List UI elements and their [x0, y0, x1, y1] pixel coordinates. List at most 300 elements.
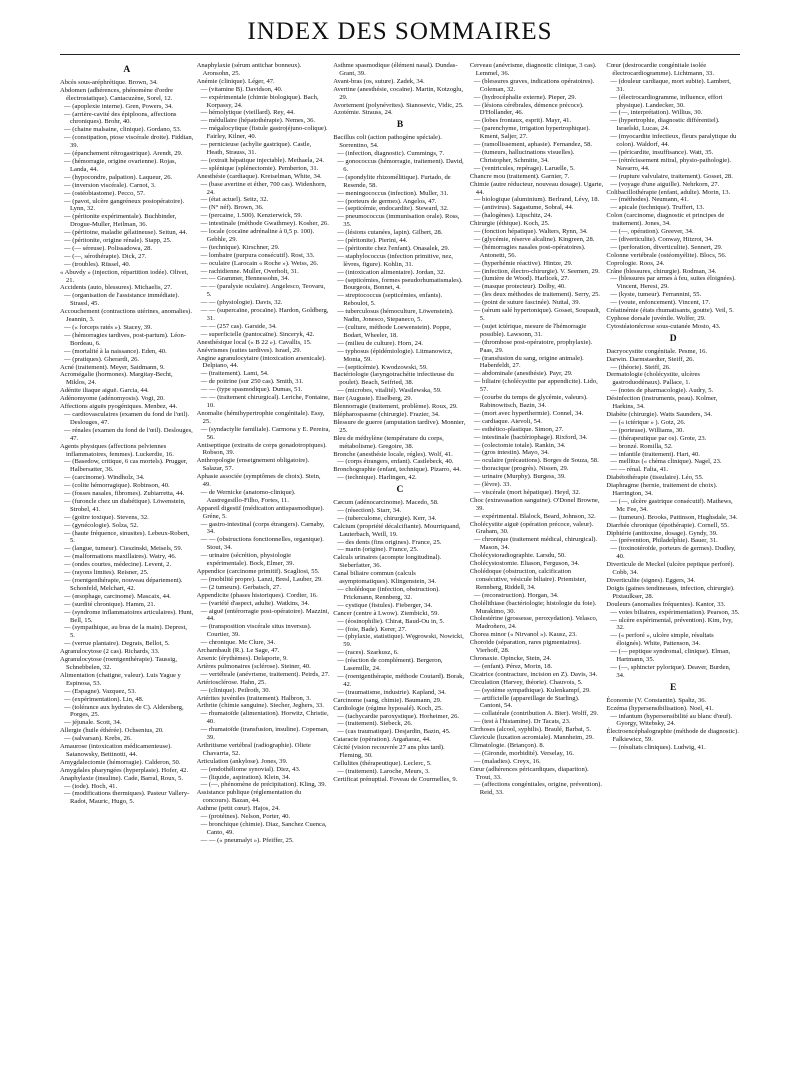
index-entry: Cholécystostomie. Eliason, Ferguson, 34. — [469, 560, 580, 568]
index-entry: — cystique (fistules). Fieberger, 34. — [337, 601, 433, 609]
index-entry: — (voute, enfoncement). Vincent, 17. — [610, 299, 711, 307]
index-entry: — (extrait hépatique injectable). Methaela, 24. — [200, 156, 324, 164]
index-entry: Diverticulite (signes). Eggers, 34. — [606, 577, 696, 584]
index-entry: — (—, phénomène de précipitation). Kling, 39. — [200, 781, 327, 789]
index-entry: — mellitus (« chéma clinique). Nagel, 23. — [610, 458, 722, 466]
index-entry: — (traumatisme, industrie). Kapland, 34. — [337, 688, 446, 696]
index-entry: Appareil digestif (médication antispasmodique). Gréne, 5. — [196, 504, 325, 520]
index-entry: — (halogènes). Lipschitz, 24. — [473, 212, 553, 220]
index-entry: Allergie (huile éthérée). Ochsenius, 20. — [60, 727, 164, 735]
index-entry: — (infection, diagnostic). Cummings, 7. — [337, 150, 445, 158]
index-entry: — infantile (traitement). Hart, 40. — [610, 450, 700, 458]
index-entry: Carcinome (sang, chimie). Baumann, 29. — [333, 696, 442, 704]
index-entry: — (reconstruction). Horgan, 34. — [473, 591, 559, 599]
index-entry: — (porteuse). Williams, 30. — [610, 426, 684, 434]
index-entry: Dermatologie (cholécystite, ulcères gastroduodénaux). Pallace, 1. — [606, 371, 700, 387]
index-entry: Anthropologie (enseignement obligatoire). Salazar, 57. — [196, 457, 310, 473]
section-letter: C — [396, 485, 404, 496]
index-entry: — (liquide, aspiration). Klein, 34. — [200, 773, 291, 781]
index-entry: Blépharospasme (chirurgie). Frazier, 34. — [333, 410, 440, 418]
index-entry: — (maladies). Creyx, 16. — [473, 757, 541, 765]
index-entry: — (langue, tumeur). Cieszinski, Meisels, 59. — [64, 545, 183, 553]
index-entry: Asthme spasmodique (élément nasal). Dundas-Grant, 39. — [333, 62, 458, 77]
index-entry: — (hémorragies tardives, post-partum). Léon-Bordeau, 6. — [64, 331, 186, 347]
index-entry: Bier (Auguste). Eiselberg, 29. — [333, 395, 413, 403]
index-entry: Certificat prénuptial. Foveau de Courmelles, 9. — [333, 775, 458, 783]
index-entry: — (arrière-cavité des épiploons, affections chroniques). Brohr, 40. — [64, 110, 177, 126]
index-entry: Anaphylaxie (insuline). Cade, Barral, Roux, 5. — [60, 774, 184, 782]
index-entry: — (sérum salé hypertonique). Gosset, Soupault, 5. — [473, 307, 601, 322]
index-entry: Calculs urinaires (acompte longitudinal). Sieberfatter, 36. — [333, 554, 442, 570]
index-entry: — (péritonite, origine rénale). Stapp, 25. — [64, 237, 172, 245]
index-entry: — (résection). Starr, 34. — [337, 506, 402, 514]
index-column — [470, 62, 604, 1072]
index-entry: — locale (cocaïne adrénaline à 0,5 p. 100). Gebhle, 29. — [200, 228, 315, 243]
index-entry: — biologique (aluminium). Berlrand, Lévy, 18. — [473, 196, 600, 204]
index-entry: — (apoplexie interne). Gren, Powers, 34. — [64, 102, 173, 110]
index-entry: — (vitamine B). Davidson, 40. — [200, 85, 283, 93]
index-entry: Angine agranulocytaire (intoxication arsenicale). Delpiano, 44. — [196, 354, 326, 370]
index-entry: — (ventricules, repérage). Laruelle, 5. — [473, 164, 575, 172]
index-entry: — (mort avec hyperthermie). Connel, 34. — [473, 409, 584, 417]
index-entry: — streptococcus (septicémies, enfants). Reboulot, 5. — [337, 292, 443, 308]
index-entry: Anaphylaxie (sérum antichar bonneux). Aronsohn, 25. — [196, 62, 302, 77]
index-entry: Avant-bras (os, suture). Zadek, 34. — [333, 77, 425, 85]
index-entry: — (péritoine, maladie gélatineuse). Seitun, 44. — [64, 229, 188, 237]
section-letter: A — [123, 65, 131, 75]
section-letter: B — [396, 120, 404, 131]
index-entry: Cholécystoradiographie. Larsdu, 50. — [469, 552, 566, 560]
index-entry: — (foie, Bade). Kerer, 27. — [337, 625, 407, 633]
index-entry: — (N° néf). Brown, 36. — [200, 204, 264, 212]
index-entry: Canal biliaire commun (calculs asymptomatiques). Klingenstein, 34. — [333, 570, 437, 586]
index-entry: — (modifications thermiques). Pasteur Vallery-Radot, Mauric, Hugo, 5. — [64, 790, 190, 806]
index-entry: — (sujet ictérique, mesure de l'hémorragie possible). Lawsonn, 31. — [473, 322, 587, 338]
index-entry: — urinaire (Murphy). Burgess, 39. — [473, 473, 566, 481]
index-entry: — (lésions cérébrales, démence précoce). D'Hollander, 46. — [473, 101, 584, 117]
index-entry: — (hyperhémie réactive). Hintze, 29. — [473, 259, 573, 267]
index-entry: Anesthésique local (« B 22 »). Cavallis, 15. — [196, 338, 312, 346]
index-entry: Agranulocytose (roentgenthérapie). Taussig, Schnebbelen, 32. — [60, 656, 177, 671]
index-entry: — (microbes, vitalité). Wasilewska, 59. — [337, 387, 442, 395]
index-entry: — aiguë (entérorragie post-opératoire). Mazzini, 44. — [200, 607, 330, 623]
index-entry: — intestinale (bactériophage). Rixford, 34. — [473, 433, 588, 441]
index-entry: — (corps étrangers, enfant). Castlebeck, 40. — [337, 458, 454, 466]
index-entry: — (base avertine et éther, 700 cas). Widenhorn, 24. — [200, 180, 327, 196]
index-entry: — (salvarsan). Krebs, 26. — [64, 735, 132, 743]
index-entry: — (iode). Hoch, 41. — [64, 782, 118, 790]
index-entry: — staphylococcus (infection primitive, nez, lèvres, figure). Kohlin, 31. — [337, 252, 453, 268]
index-entry: Clavicule (luxation acromiale). Mannheim, 29. — [469, 734, 594, 742]
index-entry: — (—, sérothérapie). Dick, 27. — [64, 252, 147, 260]
index-entry: Bleu de méthylène (température du corps, métabolisme). Gregoire, 38. — [333, 434, 444, 450]
index-entry: — (péritonite chez l'enfant). Onasalek, 29. — [337, 244, 450, 252]
index-entry: — vertébrale (anévrisme, traitement). Peirds, 27. — [200, 670, 330, 678]
index-entry: Chorea minor (« Nirvanol »). Kausz, 23. — [469, 631, 577, 639]
index-entry: — (constipation, ptose viscérale droite). Fiddian, 39. — [64, 134, 194, 150]
index-entry: — (hydrocéphalie externe). Pieper, 29. — [473, 93, 577, 101]
index-entry: — (péricardite, insuffisance). Watt, 35. — [610, 148, 714, 156]
index-entry: Abdomen (adhérences, phénomène d'ordre électrostatique). Cantacuzène, Sorel, 12. — [60, 86, 173, 102]
index-entry: — — (supercaïne, procaïne). Hardon, Goldberg, 31. — [200, 307, 329, 322]
index-entry: — (gros intestin). Mayo, 34. — [473, 449, 550, 457]
index-entry: — esthético-plastique. Simon, 27. — [473, 425, 564, 433]
index-entry: — voies biliaires, expérimentation). Pearson, 35. — [610, 608, 740, 616]
index-entry: Eczéma (hypersensibilisation). Noel, 41. — [606, 704, 714, 712]
index-entry: — — (physiologie). Davis, 32. — [200, 299, 283, 307]
index-entry: — (protéines). Nelson, Porter, 40. — [200, 813, 291, 821]
index-entry: — (masque protecteur). Dolby, 40. — [473, 283, 566, 291]
index-entry: — (expérimentation). Lin, 48. — [64, 695, 144, 703]
index-entry: Calcium (propriété décalcifiante). Mourriquand, Lauterbach, Weill, 19. — [333, 522, 461, 538]
index-entry: Blessure de guerre (amputation tardive). Monnier, 25. — [333, 418, 466, 434]
index-entry: — (rupture valvulaire, traitement). Gosset, 28. — [610, 172, 733, 180]
index-entry: Cicatrice (contracture, incision en Z). Davis, 34. — [469, 670, 598, 678]
index-entry: — meningococcus (infection). Muller, 31. — [337, 189, 449, 197]
index-entry: — (affections congénitales, origine, prévention). Reid, 33. — [473, 781, 603, 797]
index-entry: Artériosclérose. Hahn, 25. — [196, 678, 266, 686]
index-entry: — splénique (splénectomie). Pemberton, 31. — [200, 164, 319, 172]
index-column — [60, 62, 194, 1072]
index-entry: — (blessures graves, indications opératoires). Coleman, 32. — [473, 77, 595, 93]
index-entry: Douleurs (anomalies fréquentes). Kantor, 33. — [606, 600, 726, 608]
index-entry: — (tolérance aux hydrates de C). Aldersberg, Porges, 25. — [64, 703, 184, 719]
index-entry: — (2 tumeurs). Gerbatsch, 27. — [200, 583, 281, 591]
index-entry: Cancer (centre à Lwow). Ziembicki, 59. — [333, 609, 440, 617]
index-entry: — (toxinotéroïde, porteurs de germes). Dudley, 40. — [610, 545, 736, 561]
index-entry: Cellulites (thérapeutique). Leclerc, 5. — [333, 759, 432, 767]
index-entry: Darwin. Darmstaedter, Steiff, 26. — [606, 355, 695, 363]
index-entry: — (antivirus). Sagastume, Sobral, 44. — [473, 204, 574, 212]
index-entry: — — (paralysie oculaire). Angelesco, Teovaru, 5. — [200, 283, 326, 299]
index-entry: Cæcum (adénocarcinome). Macedo, 58. — [333, 499, 439, 507]
index-entry: — (furoncle chez un diabétique). Löwenstein, Strobel, 41. — [64, 497, 186, 513]
index-entry: — (cas traumatique). Desjardin, Bazin, 45. — [337, 728, 451, 736]
index-entry: — gonococcus (hémorragie, traitement). David, 6. — [337, 157, 464, 173]
index-entry: — collatérale (contribution A. Bier). Wolff, 29. — [473, 710, 599, 718]
index-entry: Colonne vertébrale (ostéomyélite). Blocs, 56. — [606, 251, 727, 259]
index-entry: Amaurose (intoxication médicamenteuse). Satanowsky, Bettinotti, 44. — [60, 743, 172, 758]
index-entry: — (— séreuse). Polissadowa, 28. — [64, 244, 153, 252]
index-entry: Agents physiques (affections pelviennes inflammatoires, femmes). Luckerdie, 16. — [60, 442, 174, 458]
index-entry: — (hémorragie, origine ovarienne). Rojas, Landa, 44. — [64, 157, 177, 173]
index-column — [606, 62, 740, 1072]
index-entry: — cholédoque (infection, obstruction). Frickmann, Rennberg, 32. — [337, 586, 440, 601]
index-entry: — (lèvre). 33. — [473, 481, 512, 489]
index-entry: — médullaire (hépatothérapie). Nemes, 36. — [200, 117, 316, 125]
index-entry: Coprologie. Roos, 24. — [606, 259, 665, 267]
index-entry: — bronchique (chimie). Diaz, Sanchez Cuenca, Canto, 49. — [200, 821, 327, 836]
index-entry: — (perforation, diverticulite). Sennert, 29. — [610, 243, 723, 251]
index-entry: — (goitre toxique). Stevens, 32. — [64, 513, 149, 521]
index-entry: — (porteurs de germes). Angelos, 47. — [337, 197, 437, 205]
index-entry: — (notes de pharmacologie). Audry, 5. — [610, 387, 714, 395]
index-entry: — (transposition viscérale situs inversus). Courtier, 39. — [200, 623, 312, 639]
index-entry: — (thérapeutique par os). Grote, 23. — [610, 434, 707, 442]
index-entry: — (ramollissement, aphasie). Fernandez, 58. — [473, 141, 593, 149]
index-entry: — expérimentale (chimie biologique). Bach, Korpassy, 24. — [200, 93, 319, 109]
index-entry: — chronique. Mc Clure, 34. — [200, 639, 276, 647]
index-entry: — (syndactylie familiale). Carmona y E. Pereira, 56. — [200, 425, 331, 441]
index-entry: — (gynécologie). Solza, 52. — [64, 521, 139, 529]
index-entry: Assistance publique (réglementation du concours). Bazan, 44. — [196, 789, 302, 805]
index-entry: — (théorie). Steiff, 26. — [610, 363, 671, 371]
index-entry: — (« forceps ratés »). Stacey, 39. — [64, 324, 153, 331]
index-entry: — (électrocardiogramme, influence, effort physique). Landecker, 30. — [610, 93, 723, 109]
index-entry: — (glycémie, réserve alcaline). Kingreen, 28. — [473, 235, 595, 243]
index-entry: Diphtérie (antitoxine, dosage). Gyndy, 39. — [606, 529, 718, 537]
index-entry: — — (obstructions fonctionnelles, organique). Stout, 34. — [200, 536, 324, 552]
index-entry: — (tumeurs). Brooks, Pattinson, Hughsdale, 34. — [610, 513, 738, 521]
index-entry: — (« perforé », ulcère simple, résultats éloignés). White, Pattenson, 34. — [610, 632, 714, 648]
index-entry: — (les deux méthodes de traitement). Serry, 25. — [473, 291, 601, 299]
index-entry: Amygdales pharyngées (hyperplasie). Hofer, 42. — [60, 766, 189, 774]
index-entry: — — (« pneumalyt »). Pfeiffer, 25. — [200, 836, 294, 844]
index-entry: — (fosses nasales, fibromes). Zubiarretta, 44. — [64, 490, 185, 498]
index-entry: — de poitrine (sur 250 cas). Smith, 31. — [200, 378, 304, 386]
index-entry: — (technique). Harlingen, 42. — [337, 474, 417, 482]
index-entry: — (thrombose post-opératoire, prophylaxie). Paas, 29. — [473, 338, 593, 354]
index-entry: — apicale (technique). Truffert, 13. — [610, 204, 705, 212]
index-entry: — — (type spasmodique). Dumas, 51. — [200, 386, 303, 394]
index-entry: — — (257 cas). Garside, 34. — [200, 322, 277, 330]
index-entry: — rénales (examen du fond de l'œil). Deslouges, 47. — [64, 426, 193, 442]
index-entry: Doigts (gaines tendineuses, infection, chirurgie). Pixtaulkser, 28. — [606, 584, 735, 600]
index-entry: — (rétrécissement mitral, physio-pathologie). Navarro, 44. — [610, 156, 732, 172]
index-entry: Appendice (carcinome primitif). Scagliosi, 55. — [196, 568, 320, 575]
index-entry: — oculaire (précautions). Borges de Souza, 58. — [473, 457, 599, 465]
index-entry: — (œsophage, carcinome). Mascaix, 44. — [64, 592, 171, 600]
index-entry: — (milieu de culture). Horn, 24. — [337, 339, 423, 347]
index-entry: Choc (extravasation sanguine). O'Donel Browne, 39. — [469, 496, 600, 512]
index-entry: — (traitement). Siebeck, 26. — [337, 720, 413, 728]
index-entry: — thoracique (progrès). Nissen, 29. — [473, 465, 569, 473]
index-entry: Bactériologie (laryngotrachéite infectieuse du poulet). Beach, Seifried, 38. — [333, 371, 454, 387]
index-entry: — rhumatoïde (transfusion, insuline). Copeman, 39. — [200, 726, 329, 742]
index-entry: — (syndrome inflammatoires articulaires). Hunt, Bell, 15. — [64, 608, 194, 624]
index-entry: — (organisation de l'assistance immédiate). Strassl, 45. — [64, 292, 180, 308]
index-entry: Articulation (ankylose). Jones, 39. — [196, 757, 288, 765]
index-entry: — marin (origine). France, 25. — [337, 546, 419, 554]
index-entry: — pneumococcus (immunisation orale). Ross, 35. — [337, 213, 460, 229]
index-entry: — cardiovasculaires (examen du fond de l'œil). Deslouges, 47. — [64, 410, 190, 426]
index-entry: — (tachycardie paroxystique). Horheimer, 26. — [337, 712, 460, 720]
index-entry: — (prévention, Philadelphie). Bauer, 31. — [610, 537, 718, 545]
index-entry: — (percaine, 1.500). Kenzierwick, 59. — [200, 212, 303, 220]
index-entry: Cécité (vision recouvrée 27 ans plus tard). Fleming, 30. — [333, 744, 445, 760]
index-entry: Anomalie (hémihypertrophie congénitale). Essy, 25. — [196, 409, 325, 425]
index-entry: — (phylaxie, statistique). Węgrowski, Nowicki, 59. — [337, 633, 464, 649]
index-entry: — (spondylite rhizomélitique). Furtado, de Resende, 58. — [337, 173, 451, 189]
index-entry: Arthrite (chimie sanguine). Stecher, Jeghers, 33. — [196, 702, 324, 710]
index-entry: « Abuvdy » (injection, répartition iodée). Olivet, 21. — [60, 268, 188, 284]
index-entry: — typhosus (épidémiologie). Litmanowicz, Monta, 59. — [337, 347, 453, 363]
index-entry: — (courbe du temps de glycémie, valeurs). Rabinowitsch, Bazin, 34. — [473, 394, 588, 409]
index-entry: — de Wernicke (anatomo-clinique). Austregesillo-Filho, Fortes, 11. — [200, 488, 296, 504]
index-entry: — (— peptique syndromal, clinique). Elman, Hartmann, 35. — [610, 648, 731, 664]
index-entry: — — (traitement chirurgical). Leriche, Fontaine, 10. — [200, 394, 330, 409]
index-entry: — (point de suture fascinée). Nuttal, 39. — [473, 299, 581, 307]
index-column — [333, 62, 467, 1072]
index-entry: — (lésions cutanées, lapin). Gilbert, 28. — [337, 229, 443, 237]
index-entry: — (douleur cardiaque, mort subite). Lambert, 31. — [610, 77, 731, 93]
index-entry: — gastro-intestinal (corps étrangers). Carnaby, 34. — [200, 520, 325, 536]
index-entry: — (—, ulcère gastrique consécutif). Mathews, Mc Fee, 34. — [610, 497, 733, 513]
index-entry: — (fonction hépatique). Walters, Rynn, 34. — [473, 228, 588, 236]
index-entry: — (péritonite). Pierini, 44. — [337, 237, 408, 245]
index-entry: Accidents (auto, blessures). Michaelis, 27. — [60, 284, 173, 292]
index-column — [197, 62, 331, 1072]
index-entry: Cirrhoses (alcool, syphilis). Braulé, Barbat, 5. — [469, 726, 592, 734]
index-entry: Désinfection (instruments, peau). Kolmer, Harkins, 34. — [606, 395, 718, 411]
index-entry: Blennorragie (traitement, problème). Roux, 29. — [333, 403, 458, 411]
index-entry: — (—, interprétation). Willius, 30. — [610, 109, 703, 117]
index-entry: Créatinémie (états rhumatisants, goutte). Veil, 5. — [606, 307, 734, 315]
index-entry: — (lumière de Wood). Harlicek, 27. — [473, 275, 570, 283]
index-entry: — (colectomie totale). Rankin, 34. — [473, 441, 566, 449]
index-entry: Abcès sous-aréphrétique. Brown, 34. — [60, 78, 158, 86]
index-entry: — (hypertrophie, diagnostic différentiel). Israelski, Lucas, 24. — [610, 117, 720, 133]
index-entry: Acné (traitement). Meyer, Saidmann, 9. — [60, 363, 165, 371]
index-entry: — cardiaque. Aievoli, 54. — [473, 417, 542, 425]
index-entry: — oculaire (Larocain « Roche »). Weiss, 26. — [200, 259, 319, 267]
index-entry: — (septicémie). Kwodzowski, 59. — [337, 363, 428, 371]
index-entry: Cytostéatonécrose sous-cutanée Mosto, 43. — [606, 322, 721, 330]
index-entry: — (verrue plantaire). Degrais, Bellot, 5. — [64, 640, 170, 648]
index-entry: Cholestérine (grossesse, peroxydation). Velasco, Madroñero, 24. — [469, 615, 598, 631]
index-entry: Bacillus coli (action pathogène spéciale). Sorrentino, 54. — [333, 134, 442, 150]
index-entry: Cœur (adhérences péricardiques, diapariton). Trout, 33. — [469, 765, 589, 781]
index-entry: — (péritonite expérimentale). Buchbinder, Drogue-Muller, Heilman, 36. — [64, 213, 177, 229]
index-entry: — — rénal. Falta, 41. — [610, 466, 669, 474]
index-entry: Appendicite (phases historiques). Cordier, 16. — [196, 591, 318, 599]
index-entry: Arsenic (érythèmes). Delaporte, 9. — [196, 654, 288, 662]
index-entry: Diverticule de Meckel (ulcère peptique perforé). Cobb, 34. — [606, 561, 735, 577]
index-entry: Antiseptique (extraits de corps gonadotropiques). Robson, 39. — [196, 441, 327, 457]
index-entry: — mégalocytique (fistule gastrojéjuno-colique). Fairley, Kilner, 40. — [200, 125, 328, 141]
index-entry: Azotémie. Strauss, 24. — [333, 109, 393, 117]
index-columns — [60, 62, 740, 1072]
index-entry: — (hypocondre, palpation). Laqueur, 26. — [64, 173, 173, 181]
index-entry: — (intoxication alimentaire). Jordan, 32. — [337, 268, 446, 276]
index-entry: — (sympathique, au bras de la main). Deprest, 5. — [64, 624, 188, 640]
index-entry: Colon (carcinome, diagnostic et principes de traitement). Jones, 34. — [606, 212, 725, 228]
index-entry: — bronzé. Romilla, 52. — [610, 442, 673, 450]
index-entry: Adénite iliaque aiguë. Garcia, 44. — [60, 387, 149, 395]
index-entry: Anévrismes (suites tardives). Israel, 29. — [196, 346, 302, 354]
index-entry: Amygdalectomie (hémorragie). Calderon, 50. — [60, 758, 181, 766]
index-entry: — (hémorragies nasales post-opératoires). Antonetti, 56. — [473, 243, 586, 259]
index-entry: — (—, sphincter pylorique). Deaver, Burden, 34. — [610, 663, 731, 679]
index-entry: — (clinique). Peilroth, 30. — [200, 686, 271, 694]
index-entry: — des dents (fins origines). France, 25. — [337, 538, 442, 546]
index-entry: Cataracte (opération). Argañaraz, 44. — [333, 736, 431, 744]
index-entry: — jéjunale. Scott, 34. — [64, 719, 122, 727]
index-entry: Anémie (clinique). Léger, 47. — [196, 77, 275, 85]
index-entry: Archambault (R.). Le Sage, 47. — [196, 647, 280, 655]
index-entry: — (septicémie, endocardite). Steward, 32. — [337, 205, 449, 213]
index-entry: — (réaction de complément). Bergeron, Lasemillz, 24. — [337, 657, 443, 673]
index-entry: — superficielle (pantocaïne). Sinceryk, 42. — [200, 330, 315, 338]
index-entry: — (variété d'aspect, adulte). Watkins, 34. — [200, 599, 310, 607]
index-entry: — artificielle (appareillage de Starling). Cantoni, 54. — [473, 694, 580, 710]
index-entry: — (épanchement rétrogastrique). Arendt, 29. — [64, 150, 183, 158]
index-entry: Bronche (anesthésie locale, régles). Wolf, 41. — [333, 450, 453, 458]
index-entry: — (méthodes). Neumann, 41. — [610, 196, 689, 204]
index-entry: Chimie (autre réducteur, nouveau dosage). Ugarte, 44. — [469, 180, 604, 196]
index-entry: — intestinale (méthode Gwathmey). Kosher, 26. — [200, 220, 329, 228]
index-entry: — biliaire (cholécystite par appendicite). Lido, 57. — [473, 378, 598, 394]
index-entry: — (lobes frontaux, esprit). Mayr, 41. — [473, 117, 572, 125]
index-entry: Cholélithiase (bactériologie; histologie du foie). Murakimo, 30. — [469, 599, 597, 615]
index-entry: — (troubles). Rüssel, 40. — [64, 260, 131, 268]
index-entry: — (ondes courtes, médecine). Levent, 2. — [64, 561, 172, 569]
index-entry: — (enfant). Pérez, Morin, 18. — [473, 662, 553, 670]
index-entry: Artères pulmonaires (sclérose). Steiner, 40. — [196, 662, 311, 670]
index-entry: Chronaxie. Opincke, Stein, 24. — [469, 654, 552, 662]
index-entry: — (ostéobiastome). Pecco, 57. — [64, 189, 145, 197]
index-entry: — (carcinome). Windholz, 34. — [64, 474, 145, 482]
index-entry: — (test à l'histamine). Dr Tacats, 23. — [473, 718, 571, 726]
index-entry: Cyphose dorsale juvénile. Wolfer, 29. — [606, 315, 706, 322]
index-entry: Adénomyome (adénomyosis). Vogt, 20. — [60, 395, 165, 403]
index-entry: — urinaire (sécrétion, physiologie expérimentale). Bock, Elmer, 39. — [200, 552, 295, 568]
index-entry: — (mortalité à la naissance). Eden, 40. — [64, 347, 167, 355]
section-letter: E — [670, 682, 677, 693]
index-entry: — (diverticulite). Conway, Hitzrot, 34. — [610, 235, 714, 243]
index-entry: Circulation (Harvey, théorie). Chauvois, 5. — [469, 678, 583, 686]
index-entry: Diabétothérapie (tissulaire). Léo, 55. — [606, 474, 704, 482]
index-entry: Climatologie. (Briançon). 8. — [469, 741, 545, 749]
index-entry: Accouchement (contractions utérines, anomalies). Jeannin, 3. — [60, 308, 193, 324]
index-entry: — (rayons limites). Reisner, 25. — [64, 569, 149, 577]
index-entry: — (Basedow, critique, 6 cas mortels). Prugger, Halbersatter, 36. — [64, 458, 188, 474]
index-entry: — abdominale (anesthésie). Payr, 29. — [473, 370, 573, 378]
index-entry: — (surdité chronique). Hamm, 21. — [64, 600, 156, 608]
index-entry: — (mobilité propre). Lanzi, Bresl, Lauber, 29. — [200, 575, 323, 583]
index-entry: Avortement (polynévrites). Stanosevic, Vidic, 25. — [333, 101, 464, 109]
index-entry: — (Gironde, morbidité). Verselay, 16. — [473, 749, 574, 757]
index-entry: Aphasie associée (symptômes de choix). Stein, 49. — [196, 473, 321, 489]
index-entry: — (pratiques). Gherardi, 26. — [64, 355, 140, 363]
index-entry: Cerveau (anévrisme, diagnostic clinique, 3 cas). Lemmel, 36. — [469, 62, 597, 77]
index-entry: — (chaine malsaine, clinique). Gordano, 53. — [64, 126, 182, 134]
index-entry: — chronique (traitement médical, chirurgical). Mason, 34. — [473, 536, 598, 552]
index-entry: — lombaire (purpura consécutif). Rost, 33. — [200, 251, 315, 259]
index-entry: — (Espagne). Vazquez, 53. — [64, 687, 137, 695]
index-entry: — viscérale (mort hépatique). Heyd, 32. — [473, 488, 581, 496]
index-entry: — — Grammer, Hennessohn, 34. — [200, 275, 290, 283]
index-entry: Bronchographie (enfant, technique). Pizarro, 44. — [333, 466, 461, 474]
index-entry: — rachidienne. Muller, Overholt, 31. — [200, 267, 299, 275]
index-entry: — (colite hémorragique). Robinson, 40. — [64, 482, 170, 490]
index-entry: — (résultats cliniques). Ludwig, 41. — [610, 744, 706, 752]
index-entry: Chancre mou (traitement). Garnier, 7. — [469, 172, 570, 180]
index-entry: — (septicémies, formes pseudorhumatismales). Bourgeois, Bonnet, 4. — [337, 276, 463, 292]
index-entry: — (—, opération). Greever, 34. — [610, 228, 694, 236]
index-entry: — (roentgenthérapie, nouveau département). Schonfeld, Melchart, 42. — [64, 577, 183, 592]
index-entry: Anesthésie (cardiaque). Kreiselman, White, 34. — [196, 172, 322, 180]
index-entry: — pernicieuse (achylie gastrique). Castle, Heath, Strauss, 31. — [200, 141, 312, 156]
index-entry: — (inversion viscérale). Carnot, 3. — [64, 181, 156, 189]
index-entry: — (pavot, ulcère gangréneux postopératoire). Lynn, 32. — [64, 197, 185, 213]
index-entry: Cardiologie (régime hyposalé). Koch, 25. — [333, 704, 443, 712]
index-entry: — (système sympathique). Kulenkampf, 29. — [473, 686, 591, 694]
index-entry: — (parenchyme, irrigation hypertrophique). Kment, Saljer, 27. — [473, 125, 591, 141]
index-entry: Diarrhée chronique (épothérapie). Cornell, 55. — [606, 521, 729, 529]
index-entry: Affections aiguës pyogéniques. Menbez, 44. — [60, 403, 178, 411]
index-entry: — (tuberculome, chirurgie). Kerr, 34. — [337, 514, 437, 522]
